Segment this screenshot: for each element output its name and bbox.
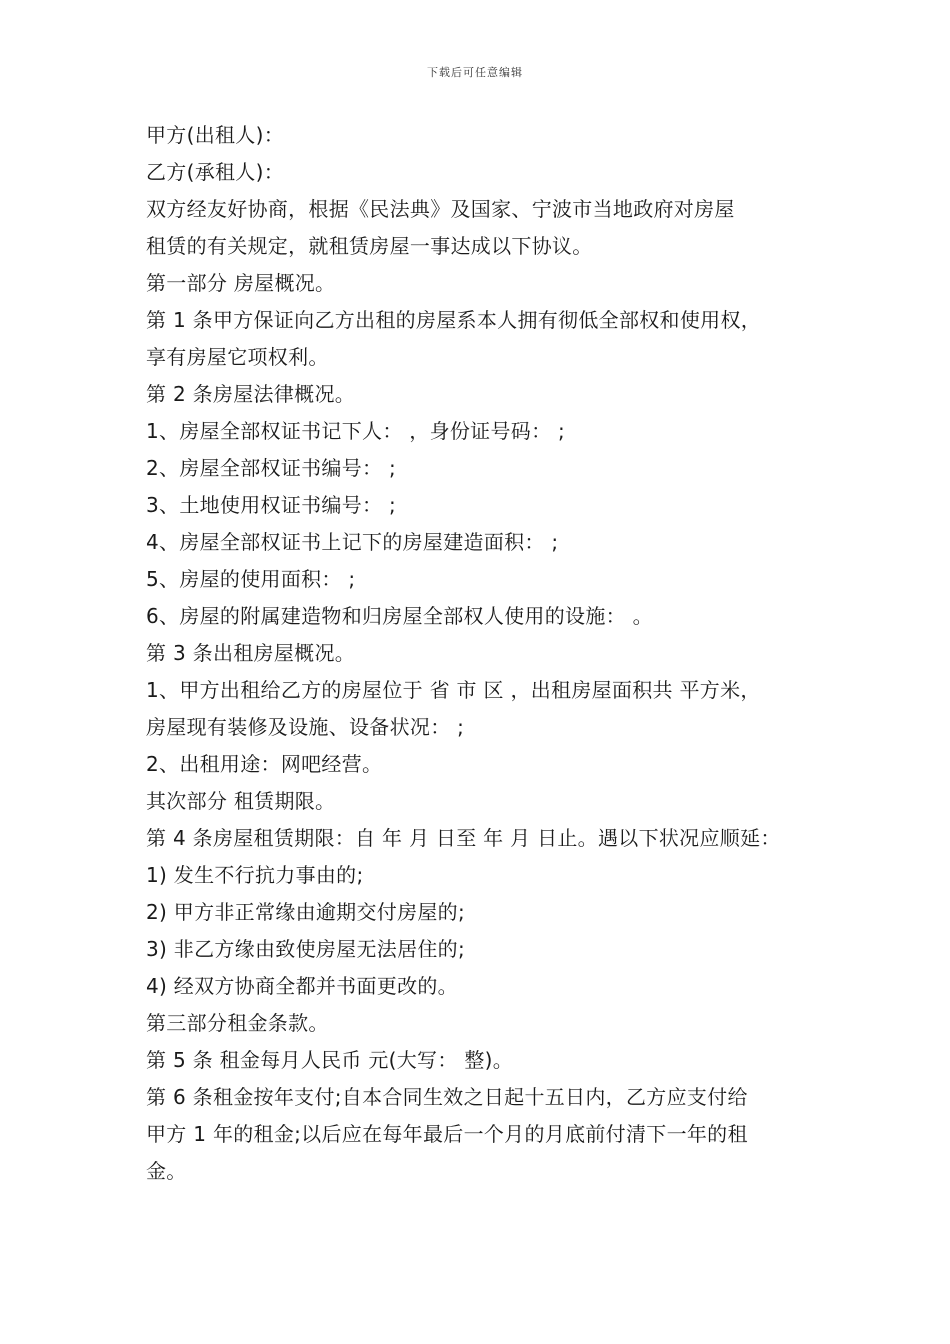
preamble-line-1: 双方经友好协商，根据《民法典》及国家、宁波市当地政府对房屋 — [146, 197, 735, 221]
party-b-line: 乙方(承租人)： — [146, 160, 285, 184]
article-2-item-2: 2、房屋全部权证书编号： ; — [146, 456, 397, 480]
article-3-item-1-line-1: 1、甲方出租给乙方的房屋位于 省 市 区 ，出租房屋面积共 平方米， — [146, 678, 761, 702]
article-3-item-1-line-2: 房屋现有装修及设施、设备状况： ; — [146, 715, 465, 739]
article-2-heading: 第 2 条房屋法律概况。 — [146, 382, 356, 406]
article-4-item-3: 3) 非乙方缘由致使房屋无法居住的; — [146, 937, 466, 961]
contract-body — [146, 117, 816, 1190]
article-2-item-5: 5、房屋的使用面积： ; — [146, 567, 356, 591]
part-1-heading: 第一部分 房屋概况。 — [146, 271, 336, 295]
article-4-item-2: 2) 甲方非正常缘由逾期交付房屋的; — [146, 900, 466, 924]
article-6-line-2: 甲方 1 年的租金;以后应在每年最后一个月的月底前付清下一年的租 — [146, 1122, 748, 1146]
article-6-line-3: 金。 — [146, 1159, 187, 1183]
page-header-note: 下载后可任意编辑 — [427, 66, 523, 79]
article-2-item-6: 6、房屋的附属建造物和归房屋全部权人使用的设施： 。 — [146, 604, 653, 628]
article-5-line: 第 5 条 租金每月人民币 元(大写： 整)。 — [146, 1048, 514, 1072]
article-1-line-2: 享有房屋它项权利。 — [146, 345, 329, 369]
party-a-line: 甲方(出租人)： — [146, 123, 285, 147]
article-3-heading: 第 3 条出租房屋概况。 — [146, 641, 356, 665]
preamble-line-2: 租赁的有关规定，就租赁房屋一事达成以下协议。 — [146, 234, 593, 258]
article-2-item-3: 3、土地使用权证书编号： ; — [146, 493, 397, 517]
article-4-line: 第 4 条房屋租赁期限：自 年 月 日至 年 月 日止。遇以下状况应顺延： — [146, 826, 781, 850]
article-4-item-4: 4) 经双方协商全都并书面更改的。 — [146, 974, 458, 998]
article-4-item-1: 1) 发生不行抗力事由的; — [146, 863, 364, 887]
article-1-line-1: 第 1 条甲方保证向乙方出租的房屋系本人拥有彻低全部权和使用权， — [146, 308, 762, 332]
article-6-line-1: 第 6 条租金按年支付;自本合同生效之日起十五日内，乙方应支付给 — [146, 1085, 748, 1109]
part-2-heading: 其次部分 租赁期限。 — [146, 789, 336, 813]
article-3-item-2: 2、出租用途：网吧经营。 — [146, 752, 383, 776]
part-3-heading: 第三部分租金条款。 — [146, 1011, 329, 1035]
article-2-item-1: 1、房屋全部权证书记下人： ，身份证号码： ; — [146, 419, 566, 443]
article-2-item-4: 4、房屋全部权证书上记下的房屋建造面积： ; — [146, 530, 559, 554]
